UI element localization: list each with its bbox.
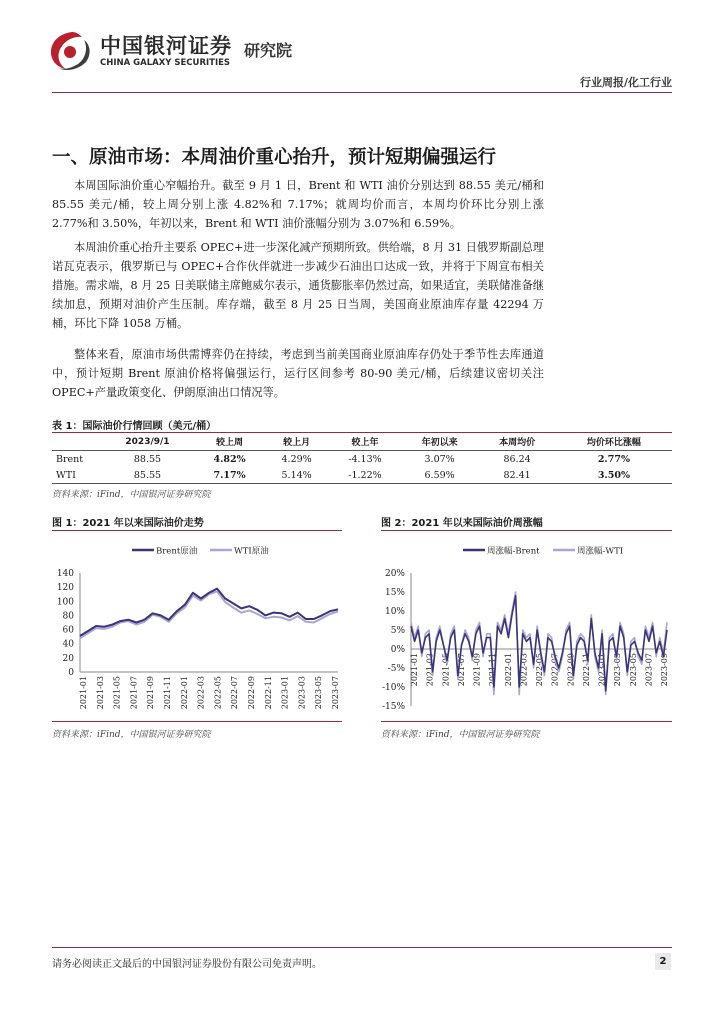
table-cell: 4.29%: [281, 453, 312, 465]
page-number: 2: [655, 953, 671, 970]
table-cell: 86.24: [503, 453, 531, 465]
logo-english-name: CHINA GALAXY SECURITIES: [100, 58, 231, 68]
table-cell: 6.59%: [401, 467, 478, 484]
galaxy-logo-icon: [44, 28, 94, 74]
table-cell: 3.07%: [424, 453, 455, 465]
x-tick-label: 2022-11: [581, 653, 591, 687]
y-tick-label: 120: [56, 583, 74, 594]
weekly-change-chart: [381, 535, 673, 717]
footer-disclaimer: 请务必阅读正文最后的中国银河证券股份有限公司免责声明。: [52, 959, 322, 970]
x-tick-label: 2023-09: [660, 653, 669, 687]
table-cell: 7.17%: [195, 467, 264, 484]
table-cell: 2.77%: [597, 453, 630, 465]
table-row: [52, 467, 672, 484]
y-tick-label: -15%: [381, 702, 405, 712]
table-header-cell: 年初以来: [401, 433, 478, 451]
y-tick-label: 15%: [384, 588, 405, 598]
table-cell: -4.13%: [348, 453, 382, 465]
x-tick-label: 2023-07: [644, 653, 654, 687]
y-tick-label: 20: [62, 653, 74, 664]
oil-price-trend-chart: [52, 535, 344, 717]
x-tick-label: 2021-09: [472, 653, 482, 687]
company-logo: [44, 26, 344, 78]
y-tick-label: 0%: [390, 645, 405, 655]
figure2-bottom-rule: [381, 721, 672, 722]
figure1-source: 资料来源：iFind，中国银河证券研究院: [52, 730, 211, 740]
report-category: 行业周报/化工行业: [579, 76, 672, 89]
series-line: [80, 589, 338, 636]
paragraph-1: 本周国际油价重心窄幅抬升。截至 9 月 1 日，Brent 和 WTI 油价分别达到 88.55 美元/桶和 85.55 美元/桶，较上周分别上涨 4.82%和 7.17%；就周均价而言，本周均价环比分别上涨 2.77%和 3.50%，年初以来，Brent 和 WTI 油价涨幅分别为 3.07%和 6.59%。: [52, 179, 544, 230]
x-tick-label: 2021-07: [129, 676, 139, 710]
x-tick-label: 2023-03: [613, 653, 623, 687]
table-header-cell: 2023/9/1: [100, 433, 195, 451]
x-tick-label: 2023-01: [280, 676, 290, 710]
figure2-top-rule: [381, 530, 672, 531]
table-header-cell: [52, 433, 100, 451]
paragraph-3: 整体来看，原油市场供需博弈仍在持续，考虑到当前美国商业原油库存仍处于季节性去库通道中，预计短期 Brent 原油价格将偏强运行，运行区间参考 80-90 美元/桶，后续建议密切关注 OPEC+产量政策变化、伊朗原油出口情况等。: [52, 348, 544, 399]
table-cell: 4.82%: [213, 453, 246, 465]
table-cell: 5.14%: [264, 467, 329, 484]
y-tick-label: 80: [62, 611, 74, 622]
table-title: 表 1：国际油价行情回顾（美元/桶）: [52, 421, 217, 432]
x-tick-label: 2022-05: [213, 676, 223, 710]
table-cell: -1.22%: [329, 467, 401, 484]
y-tick-label: 10%: [384, 607, 405, 617]
y-tick-label: -5%: [387, 664, 405, 674]
table-header-cell: 本周均价: [478, 433, 555, 451]
x-tick-label: 2022-03: [519, 653, 529, 687]
x-tick-label: 2021-01: [410, 653, 419, 687]
legend-label: Brent原油: [156, 546, 198, 557]
x-tick-label: 2023-01: [597, 653, 607, 687]
footer-divider: [52, 947, 672, 948]
x-tick-label: 2022-01: [179, 676, 189, 710]
paragraph-2: 本周油价重心抬升主要系 OPEC+进一步深化减产预期所致。供给端，8 月 31 日俄罗斯副总理诺瓦克表示，俄罗斯已与 OPEC+合作伙伴就进一步减少石油出口达成一致，并将于下周宣布相关措施。需求端，8 月 25 日美联储主席鲍威尔表示，通货膨胀率仍然过高，如果适宜，美联储准备继续加息，预期对油价产生压制。库存端，截至 8 月 25 日当周，美国商业原油库存量 42294 万桶，环比下降 1058 万桶。: [52, 241, 544, 330]
legend-label: 周涨幅-Brent: [487, 546, 540, 557]
x-tick-label: 2023-05: [314, 676, 324, 710]
x-tick-label: 2021-03: [95, 676, 105, 710]
header-divider: [52, 92, 672, 93]
x-tick-label: 2022-09: [247, 676, 256, 710]
x-tick-label: 2023-05: [628, 653, 638, 687]
figure2-source: 资料来源：iFind，中国银河证券研究院: [381, 730, 540, 740]
legend-label: WTI原油: [234, 546, 269, 557]
x-tick-label: 2022-05: [535, 653, 544, 687]
y-tick-label: 40: [62, 639, 74, 650]
x-tick-label: 2021-07: [456, 653, 466, 687]
y-tick-label: 5%: [390, 626, 405, 636]
x-tick-label: 2021-05: [112, 676, 122, 710]
x-tick-label: 2022-11: [263, 676, 273, 710]
table-header-cell: 较上年: [329, 433, 401, 451]
x-tick-label: 2021-11: [488, 653, 498, 687]
oil-price-table: [52, 432, 672, 484]
table-header-cell: 较上周: [195, 433, 264, 451]
y-tick-label: 60: [62, 625, 74, 636]
x-tick-label: 2022-01: [503, 653, 513, 687]
x-tick-label: 2021-11: [163, 676, 172, 710]
y-tick-label: -10%: [381, 683, 405, 693]
table-cell: 82.41: [478, 467, 555, 484]
table-cell: 3.50%: [556, 467, 672, 484]
x-tick-label: 2021-03: [425, 653, 435, 687]
table-header-row: [52, 433, 672, 451]
x-tick-label: 2023-03: [297, 676, 307, 710]
x-tick-label: 2022-07: [230, 676, 240, 710]
x-tick-label: 2021-01: [79, 676, 88, 710]
table-cell: Brent: [56, 453, 84, 465]
x-tick-label: 2021-05: [441, 653, 451, 687]
x-tick-label: 2022-07: [550, 653, 560, 687]
logo-chinese-name: 中国银河证券: [100, 34, 232, 58]
institute-label: 研究院: [244, 41, 293, 60]
table-cell: 85.55: [100, 467, 195, 484]
x-tick-label: 2022-09: [566, 653, 576, 687]
table-cell: 88.55: [133, 453, 162, 465]
table-cell: WTI: [52, 467, 100, 484]
table-source: 资料来源：iFind，中国银河证券研究院: [52, 490, 211, 500]
table-header-cell: 较上月: [264, 433, 329, 451]
x-tick-label: 2022-03: [196, 676, 206, 710]
figure2-title: 图 2：2021 年以来国际油价周涨幅: [381, 518, 543, 529]
table-header-cell: 均价环比涨幅: [556, 433, 672, 451]
figure1-top-rule: [52, 530, 342, 531]
y-tick-label: 0: [68, 668, 74, 678]
y-tick-label: 100: [56, 597, 74, 608]
figure1-title: 图 1：2021 年以来国际油价走势: [52, 518, 204, 529]
section-title: 一、原油市场：本周油价重心抬升，预计短期偏强运行: [52, 147, 497, 168]
x-tick-label: 2021-09: [146, 676, 156, 710]
x-tick-label: 2023-07: [331, 676, 340, 710]
table-row: [52, 451, 672, 468]
y-tick-label: 20%: [384, 569, 405, 579]
figure1-bottom-rule: [52, 721, 342, 722]
legend-label: 周涨幅-WTI: [577, 546, 624, 557]
y-tick-label: 140: [56, 569, 74, 579]
